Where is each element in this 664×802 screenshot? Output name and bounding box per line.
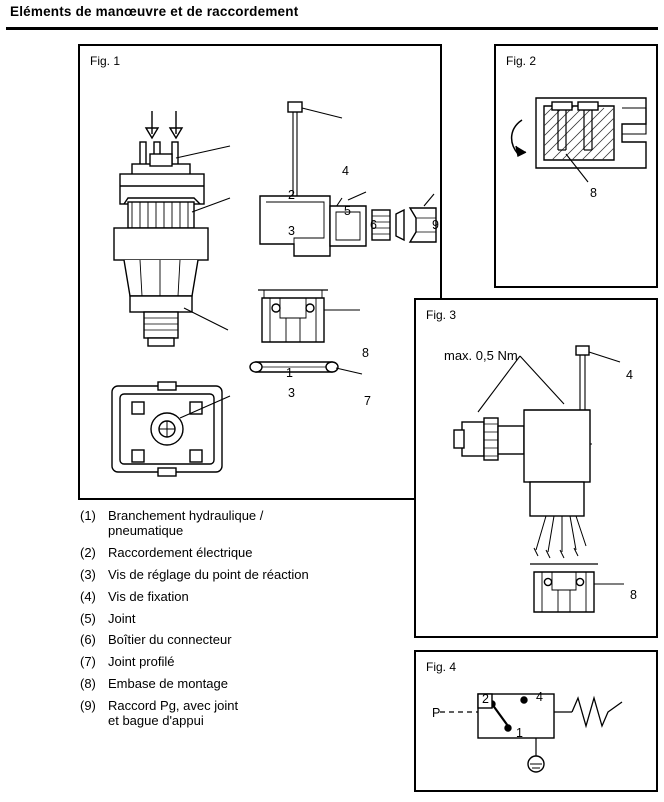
callout-fig1-3b: 3 bbox=[288, 386, 295, 400]
legend-label-line1: Raccord Pg, avec joint bbox=[108, 697, 239, 713]
callout-fig1-6: 6 bbox=[370, 218, 377, 232]
figure-panel-fig3 bbox=[414, 298, 658, 638]
page-title: Eléments de manœuvre et de raccordement bbox=[10, 4, 299, 19]
legend-list bbox=[80, 508, 410, 735]
legend-item bbox=[80, 654, 410, 669]
figure-label-fig2: Fig. 2 bbox=[506, 54, 537, 68]
callout-fig1-3: 3 bbox=[288, 224, 295, 238]
legend-number: (6) bbox=[80, 632, 96, 648]
legend-label-line2: et bague d'appui bbox=[108, 713, 204, 729]
legend-number: (8) bbox=[80, 676, 96, 692]
legend-label: Vis de réglage du point de réaction bbox=[108, 566, 309, 582]
legend-number: (9) bbox=[80, 697, 96, 713]
callout-fig1-9: 9 bbox=[432, 218, 439, 232]
legend-item bbox=[80, 698, 410, 729]
callout-fig1-2: 2 bbox=[288, 188, 295, 202]
legend-label: Joint profilé bbox=[108, 654, 175, 670]
legend-label: Joint bbox=[108, 610, 136, 626]
figure-label-fig4: Fig. 4 bbox=[426, 660, 457, 674]
callout-fig1-4: 4 bbox=[342, 164, 349, 178]
legend-number: (1) bbox=[80, 508, 96, 523]
legend-label: Boîtier du connecteur bbox=[108, 632, 232, 648]
figure-fig1-drawing bbox=[80, 46, 440, 496]
legend-label-line2: pneumatique bbox=[108, 523, 184, 539]
legend-label: Vis de fixation bbox=[108, 588, 189, 604]
callout-fig3-8: 8 bbox=[630, 588, 637, 602]
figure-label-fig1: Fig. 1 bbox=[90, 54, 121, 68]
figure-label-fig3: Fig. 3 bbox=[426, 308, 457, 322]
figure-fig2-drawing bbox=[496, 46, 656, 284]
legend-number: (3) bbox=[80, 566, 96, 582]
legend-item bbox=[80, 589, 410, 604]
legend-label bbox=[108, 508, 410, 539]
callout-fig4-2: 2 bbox=[482, 692, 489, 706]
callout-fig1-5: 5 bbox=[344, 204, 351, 218]
legend-label: Embase de montage bbox=[108, 676, 228, 692]
header-divider bbox=[6, 27, 658, 30]
legend-label-line1: Branchement hydraulique / bbox=[108, 508, 264, 523]
callout-fig4-P: P bbox=[432, 706, 441, 720]
legend-item bbox=[80, 632, 410, 647]
figure-panel-fig2 bbox=[494, 44, 658, 288]
legend-label bbox=[108, 698, 410, 729]
figure-panel-fig4 bbox=[414, 650, 658, 792]
legend-item bbox=[80, 545, 410, 560]
callout-fig3-4: 4 bbox=[626, 368, 633, 382]
legend-number: (4) bbox=[80, 588, 96, 604]
legend-number: (7) bbox=[80, 654, 96, 670]
legend-item bbox=[80, 676, 410, 691]
callout-fig1-1: 1 bbox=[286, 366, 293, 380]
legend-item bbox=[80, 611, 410, 626]
callout-fig1-8: 8 bbox=[362, 346, 369, 360]
legend-number: (5) bbox=[80, 610, 96, 626]
figure-panel-fig1 bbox=[78, 44, 442, 500]
callout-fig1-7: 7 bbox=[364, 394, 371, 408]
callout-fig2-8: 8 bbox=[590, 186, 597, 200]
callout-fig4-1: 1 bbox=[516, 726, 523, 740]
legend-item bbox=[80, 567, 410, 582]
callout-fig4-4: 4 bbox=[536, 690, 543, 704]
callout-fig3-torque: max. 0,5 Nm bbox=[444, 348, 518, 363]
legend-item bbox=[80, 508, 410, 539]
legend-number: (2) bbox=[80, 545, 96, 561]
legend-label: Raccordement électrique bbox=[108, 545, 253, 561]
